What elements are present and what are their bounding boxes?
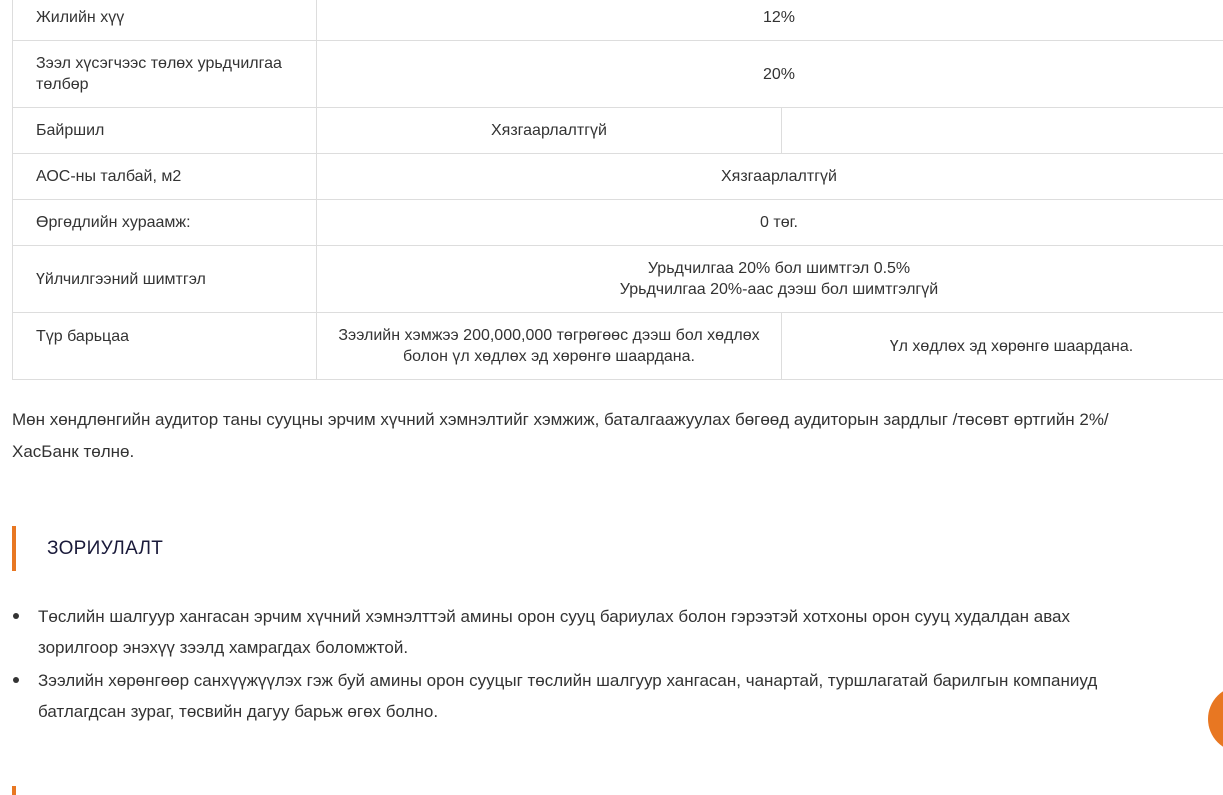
- list-item: [12, 601, 1223, 663]
- table-row-value: 12%: [317, 0, 1223, 41]
- bullet-dot-icon: [13, 677, 19, 683]
- table-row-label: Байршил: [13, 108, 317, 154]
- table-row: [13, 0, 1223, 41]
- table-row: [13, 41, 1223, 108]
- table-row: [13, 313, 1223, 380]
- table-row-value: [317, 246, 1223, 313]
- table-row-label: Өргөдлийн хураамж:: [13, 200, 317, 246]
- table-row-value-secondary: Үл хөдлөх эд хөрөнгө шаардана.: [782, 313, 1223, 380]
- section-heading: [12, 526, 163, 571]
- section-title: ЗОРИУЛАЛТ: [47, 537, 164, 559]
- list-item-line-2: зорилгоор энэхүү зээлд хамрагдах боломжтой.: [38, 638, 409, 657]
- table-row: [13, 246, 1223, 313]
- table-row-label: Түр барьцаа: [13, 313, 317, 380]
- purpose-list: [12, 601, 1223, 729]
- table-row-label: Жилийн хүү: [13, 0, 317, 41]
- table-row-label: АОС-ны талбай, м2: [13, 154, 317, 200]
- list-item: [12, 665, 1223, 727]
- bullet-dot-icon: [13, 613, 19, 619]
- table-row-value: 0 төг.: [317, 200, 1223, 246]
- audit-note: [12, 404, 1223, 468]
- fee-line-1: Урьдчилгаа 20% бол шимтгэл 0.5%: [647, 260, 911, 277]
- fee-line-2: Урьдчилгаа 20%-аас дээш бол шимтгэлгүй: [619, 281, 939, 298]
- table-row: [13, 108, 1223, 154]
- table-row-value-empty: [782, 108, 1223, 154]
- table-row: [13, 154, 1223, 200]
- table-row-value: Хязгаарлалтгүй: [317, 108, 782, 154]
- loan-info-table: [12, 0, 1223, 380]
- table-row-value: Зээлийн хэмжээ 200,000,000 төгрөгөөс дээш бол хөдлөх болон үл хөдлөх эд хөрөнгө шаардана.: [317, 313, 782, 380]
- next-section-accent: [12, 786, 16, 795]
- table-row: [13, 200, 1223, 246]
- list-item-line-1: Зээлийн хөрөнгөөр санхүүжүүлэх гэж буй амины орон сууцыг төслийн шалгуур хангасан, чанартай, туршлагатай барилгын компаниуд: [38, 671, 1098, 690]
- audit-note-line-2: ХасБанк төлнө.: [12, 442, 135, 461]
- audit-note-line-1: Мөн хөндлөнгийн аудитор таны сууцны эрчим хүчний хэмнэлтийг хэмжиж, баталгаажуулах бөгөөд аудиторын зардлыг /төсөвт өртгийн 2%/: [12, 410, 1109, 429]
- table-row-value: 20%: [317, 41, 1223, 108]
- table-row-label: Үйлчилгээний шимтгэл: [13, 246, 317, 313]
- table-row-label: Зээл хүсэгчээс төлөх урьдчилгаа төлбөр: [13, 41, 317, 108]
- list-item-line-2: батлагдсан зураг, төсвийн дагуу барьж өгөх болно.: [38, 702, 439, 721]
- list-item-line-1: Төслийн шалгуур хангасан эрчим хүчний хэмнэлттэй амины орон сууц бариулах болон гэрээтэй хотхоны орон сууц худалдан авах: [38, 607, 1071, 626]
- table-row-value: Хязгаарлалтгүй: [317, 154, 1223, 200]
